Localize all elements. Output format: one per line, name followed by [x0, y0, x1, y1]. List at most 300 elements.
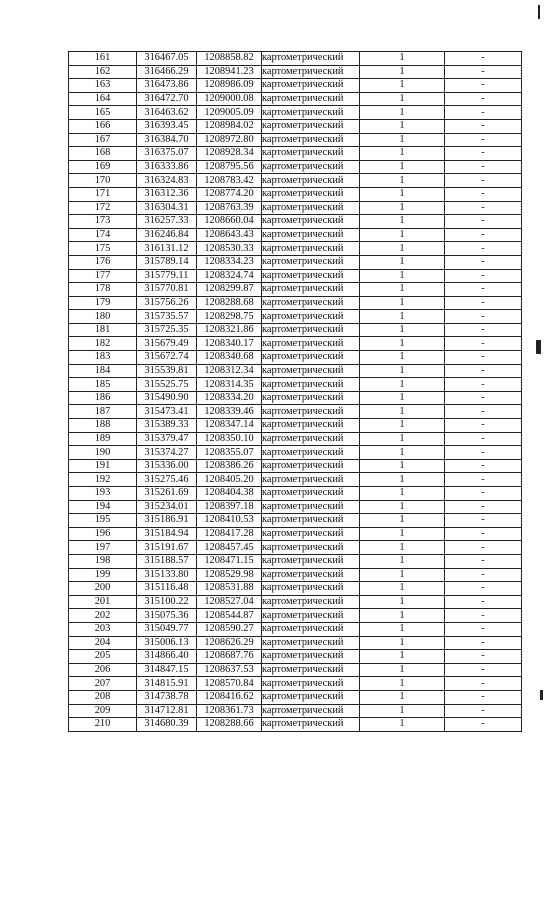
table-row [69, 119, 522, 133]
x-coordinate-cell: 315374.27 [137, 446, 197, 460]
method-cell: картометрический [262, 595, 360, 609]
method-cell: картометрический [262, 663, 360, 677]
note-cell: - [445, 487, 522, 501]
y-coordinate-cell: 1208928.34 [197, 147, 262, 161]
note-cell: - [445, 133, 522, 147]
method-cell: картометрический [262, 323, 360, 337]
table-row [69, 79, 522, 93]
x-coordinate-cell: 316131.12 [137, 242, 197, 256]
x-coordinate-cell: 315490.90 [137, 391, 197, 405]
table-row [69, 487, 522, 501]
method-cell: картометрический [262, 650, 360, 664]
method-cell: картометрический [262, 541, 360, 555]
x-coordinate-cell: 314815.91 [137, 677, 197, 691]
table-row [69, 378, 522, 392]
method-cell: картометрический [262, 364, 360, 378]
table-row [69, 296, 522, 310]
note-cell: - [445, 391, 522, 405]
method-cell: картометрический [262, 133, 360, 147]
y-coordinate-cell: 1208361.73 [197, 704, 262, 718]
method-cell: картометрический [262, 419, 360, 433]
y-coordinate-cell: 1208570.84 [197, 677, 262, 691]
y-coordinate-cell: 1208340.17 [197, 337, 262, 351]
note-cell: - [445, 119, 522, 133]
method-cell: картометрический [262, 677, 360, 691]
accuracy-cell: 1 [360, 568, 445, 582]
y-coordinate-cell: 1208941.23 [197, 65, 262, 79]
table-row [69, 514, 522, 528]
method-cell: картометрический [262, 310, 360, 324]
method-cell: картометрический [262, 65, 360, 79]
y-coordinate-cell: 1208350.10 [197, 432, 262, 446]
method-cell: картометрический [262, 378, 360, 392]
accuracy-cell: 1 [360, 419, 445, 433]
y-coordinate-cell: 1208288.66 [197, 718, 262, 732]
note-cell: - [445, 718, 522, 732]
note-cell: - [445, 595, 522, 609]
accuracy-cell: 1 [360, 283, 445, 297]
table-row [69, 527, 522, 541]
table-row [69, 160, 522, 174]
accuracy-cell: 1 [360, 201, 445, 215]
point-number-cell: 189 [69, 432, 137, 446]
x-coordinate-cell: 315184.94 [137, 527, 197, 541]
note-cell: - [445, 255, 522, 269]
accuracy-cell: 1 [360, 405, 445, 419]
accuracy-cell: 1 [360, 459, 445, 473]
point-number-cell: 196 [69, 527, 137, 541]
scan-edge-mark [536, 340, 541, 354]
y-coordinate-cell: 1208324.74 [197, 269, 262, 283]
method-cell: картометрический [262, 500, 360, 514]
table-row [69, 201, 522, 215]
y-coordinate-cell: 1208626.29 [197, 636, 262, 650]
method-cell: картометрический [262, 391, 360, 405]
x-coordinate-cell: 315525.75 [137, 378, 197, 392]
y-coordinate-cell: 1208298.75 [197, 310, 262, 324]
point-number-cell: 185 [69, 378, 137, 392]
table-row [69, 609, 522, 623]
point-number-cell: 187 [69, 405, 137, 419]
point-number-cell: 193 [69, 487, 137, 501]
y-coordinate-cell: 1208687.76 [197, 650, 262, 664]
y-coordinate-cell: 1208312.34 [197, 364, 262, 378]
x-coordinate-cell: 315389.33 [137, 419, 197, 433]
point-number-cell: 190 [69, 446, 137, 460]
note-cell: - [445, 554, 522, 568]
y-coordinate-cell: 1208972.80 [197, 133, 262, 147]
note-cell: - [445, 296, 522, 310]
method-cell: картометрический [262, 242, 360, 256]
point-number-cell: 163 [69, 79, 137, 93]
x-coordinate-cell: 315006.13 [137, 636, 197, 650]
x-coordinate-cell: 315049.77 [137, 622, 197, 636]
note-cell: - [445, 351, 522, 365]
y-coordinate-cell: 1208410.53 [197, 514, 262, 528]
point-number-cell: 175 [69, 242, 137, 256]
y-coordinate-cell: 1208984.02 [197, 119, 262, 133]
scan-edge-mark [540, 690, 543, 700]
note-cell: - [445, 500, 522, 514]
note-cell: - [445, 79, 522, 93]
point-number-cell: 201 [69, 595, 137, 609]
method-cell: картометрический [262, 636, 360, 650]
x-coordinate-cell: 314738.78 [137, 690, 197, 704]
method-cell: картометрический [262, 718, 360, 732]
x-coordinate-cell: 315188.57 [137, 554, 197, 568]
x-coordinate-cell: 315186.91 [137, 514, 197, 528]
table-row [69, 228, 522, 242]
method-cell: картометрический [262, 296, 360, 310]
point-number-cell: 177 [69, 269, 137, 283]
note-cell: - [445, 541, 522, 555]
note-cell: - [445, 609, 522, 623]
accuracy-cell: 1 [360, 160, 445, 174]
note-cell: - [445, 283, 522, 297]
point-number-cell: 199 [69, 568, 137, 582]
y-coordinate-cell: 1208299.87 [197, 283, 262, 297]
point-number-cell: 209 [69, 704, 137, 718]
accuracy-cell: 1 [360, 554, 445, 568]
table-row [69, 718, 522, 732]
point-number-cell: 194 [69, 500, 137, 514]
point-number-cell: 170 [69, 174, 137, 188]
accuracy-cell: 1 [360, 351, 445, 365]
x-coordinate-cell: 315473.41 [137, 405, 197, 419]
accuracy-cell: 1 [360, 242, 445, 256]
method-cell: картометрический [262, 609, 360, 623]
table-row [69, 595, 522, 609]
x-coordinate-cell: 315379.47 [137, 432, 197, 446]
accuracy-cell: 1 [360, 514, 445, 528]
method-cell: картометрический [262, 582, 360, 596]
table-row [69, 133, 522, 147]
x-coordinate-cell: 316375.07 [137, 147, 197, 161]
note-cell: - [445, 215, 522, 229]
method-cell: картометрический [262, 201, 360, 215]
accuracy-cell: 1 [360, 527, 445, 541]
x-coordinate-cell: 314712.81 [137, 704, 197, 718]
accuracy-cell: 1 [360, 296, 445, 310]
y-coordinate-cell: 1208417.28 [197, 527, 262, 541]
table-row [69, 677, 522, 691]
coordinates-table [68, 51, 522, 732]
x-coordinate-cell: 315770.81 [137, 283, 197, 297]
point-number-cell: 204 [69, 636, 137, 650]
x-coordinate-cell: 316473.86 [137, 79, 197, 93]
x-coordinate-cell: 315672.74 [137, 351, 197, 365]
point-number-cell: 169 [69, 160, 137, 174]
x-coordinate-cell: 316333.86 [137, 160, 197, 174]
table-row [69, 351, 522, 365]
y-coordinate-cell: 1208529.98 [197, 568, 262, 582]
accuracy-cell: 1 [360, 432, 445, 446]
accuracy-cell: 1 [360, 690, 445, 704]
table-row [69, 636, 522, 650]
x-coordinate-cell: 316472.70 [137, 92, 197, 106]
x-coordinate-cell: 315133.80 [137, 568, 197, 582]
table-row [69, 432, 522, 446]
y-coordinate-cell: 1209005.09 [197, 106, 262, 120]
note-cell: - [445, 514, 522, 528]
point-number-cell: 182 [69, 337, 137, 351]
x-coordinate-cell: 314866.40 [137, 650, 197, 664]
point-number-cell: 186 [69, 391, 137, 405]
method-cell: картометрический [262, 554, 360, 568]
y-coordinate-cell: 1208405.20 [197, 473, 262, 487]
note-cell: - [445, 527, 522, 541]
point-number-cell: 195 [69, 514, 137, 528]
accuracy-cell: 1 [360, 500, 445, 514]
y-coordinate-cell: 1208530.33 [197, 242, 262, 256]
note-cell: - [445, 187, 522, 201]
point-number-cell: 165 [69, 106, 137, 120]
y-coordinate-cell: 1208355.07 [197, 446, 262, 460]
note-cell: - [445, 147, 522, 161]
x-coordinate-cell: 315275.46 [137, 473, 197, 487]
method-cell: картометрический [262, 215, 360, 229]
accuracy-cell: 1 [360, 228, 445, 242]
y-coordinate-cell: 1208858.82 [197, 52, 262, 66]
accuracy-cell: 1 [360, 391, 445, 405]
accuracy-cell: 1 [360, 718, 445, 732]
note-cell: - [445, 269, 522, 283]
method-cell: картометрический [262, 704, 360, 718]
y-coordinate-cell: 1208457.45 [197, 541, 262, 555]
x-coordinate-cell: 315191.67 [137, 541, 197, 555]
method-cell: картометрический [262, 473, 360, 487]
accuracy-cell: 1 [360, 174, 445, 188]
table-row [69, 663, 522, 677]
table-row [69, 283, 522, 297]
x-coordinate-cell: 316312.36 [137, 187, 197, 201]
accuracy-cell: 1 [360, 310, 445, 324]
method-cell: картометрический [262, 269, 360, 283]
accuracy-cell: 1 [360, 378, 445, 392]
point-number-cell: 171 [69, 187, 137, 201]
method-cell: картометрический [262, 119, 360, 133]
method-cell: картометрический [262, 174, 360, 188]
note-cell: - [445, 228, 522, 242]
accuracy-cell: 1 [360, 187, 445, 201]
note-cell: - [445, 568, 522, 582]
point-number-cell: 200 [69, 582, 137, 596]
point-number-cell: 181 [69, 323, 137, 337]
accuracy-cell: 1 [360, 595, 445, 609]
point-number-cell: 180 [69, 310, 137, 324]
x-coordinate-cell: 316463.62 [137, 106, 197, 120]
accuracy-cell: 1 [360, 446, 445, 460]
note-cell: - [445, 636, 522, 650]
method-cell: картометрический [262, 52, 360, 66]
accuracy-cell: 1 [360, 364, 445, 378]
y-coordinate-cell: 1208404.38 [197, 487, 262, 501]
accuracy-cell: 1 [360, 582, 445, 596]
table-row [69, 622, 522, 636]
x-coordinate-cell: 315116.48 [137, 582, 197, 596]
method-cell: картометрический [262, 622, 360, 636]
table-row [69, 500, 522, 514]
method-cell: картометрический [262, 446, 360, 460]
y-coordinate-cell: 1208986.09 [197, 79, 262, 93]
accuracy-cell: 1 [360, 65, 445, 79]
accuracy-cell: 1 [360, 622, 445, 636]
note-cell: - [445, 201, 522, 215]
accuracy-cell: 1 [360, 119, 445, 133]
method-cell: картометрический [262, 351, 360, 365]
x-coordinate-cell: 315725.35 [137, 323, 197, 337]
table-row [69, 690, 522, 704]
y-coordinate-cell: 1208643.43 [197, 228, 262, 242]
accuracy-cell: 1 [360, 106, 445, 120]
method-cell: картометрический [262, 459, 360, 473]
y-coordinate-cell: 1208288.68 [197, 296, 262, 310]
method-cell: картометрический [262, 405, 360, 419]
table-row [69, 405, 522, 419]
method-cell: картометрический [262, 283, 360, 297]
point-number-cell: 176 [69, 255, 137, 269]
table-row [69, 446, 522, 460]
y-coordinate-cell: 1208347.14 [197, 419, 262, 433]
note-cell: - [445, 419, 522, 433]
note-cell: - [445, 582, 522, 596]
x-coordinate-cell: 315261.69 [137, 487, 197, 501]
method-cell: картометрический [262, 160, 360, 174]
table-row [69, 459, 522, 473]
point-number-cell: 203 [69, 622, 137, 636]
table-row [69, 310, 522, 324]
note-cell: - [445, 446, 522, 460]
accuracy-cell: 1 [360, 323, 445, 337]
note-cell: - [445, 405, 522, 419]
point-number-cell: 168 [69, 147, 137, 161]
method-cell: картометрический [262, 92, 360, 106]
table-row [69, 568, 522, 582]
table-row [69, 106, 522, 120]
note-cell: - [445, 690, 522, 704]
x-coordinate-cell: 315735.57 [137, 310, 197, 324]
x-coordinate-cell: 314847.15 [137, 663, 197, 677]
method-cell: картометрический [262, 514, 360, 528]
note-cell: - [445, 704, 522, 718]
accuracy-cell: 1 [360, 79, 445, 93]
table-row [69, 92, 522, 106]
x-coordinate-cell: 316324.83 [137, 174, 197, 188]
method-cell: картометрический [262, 255, 360, 269]
x-coordinate-cell: 316393.45 [137, 119, 197, 133]
table-row [69, 174, 522, 188]
note-cell: - [445, 323, 522, 337]
point-number-cell: 206 [69, 663, 137, 677]
y-coordinate-cell: 1208590.27 [197, 622, 262, 636]
table-row [69, 65, 522, 79]
x-coordinate-cell: 316257.33 [137, 215, 197, 229]
x-coordinate-cell: 315075.36 [137, 609, 197, 623]
y-coordinate-cell: 1208321.86 [197, 323, 262, 337]
accuracy-cell: 1 [360, 337, 445, 351]
point-number-cell: 208 [69, 690, 137, 704]
point-number-cell: 192 [69, 473, 137, 487]
point-number-cell: 174 [69, 228, 137, 242]
accuracy-cell: 1 [360, 133, 445, 147]
y-coordinate-cell: 1208314.35 [197, 378, 262, 392]
table-row [69, 391, 522, 405]
method-cell: картометрический [262, 187, 360, 201]
point-number-cell: 197 [69, 541, 137, 555]
method-cell: картометрический [262, 487, 360, 501]
point-number-cell: 179 [69, 296, 137, 310]
note-cell: - [445, 378, 522, 392]
point-number-cell: 210 [69, 718, 137, 732]
note-cell: - [445, 106, 522, 120]
y-coordinate-cell: 1209000.08 [197, 92, 262, 106]
note-cell: - [445, 92, 522, 106]
x-coordinate-cell: 315679.49 [137, 337, 197, 351]
note-cell: - [445, 160, 522, 174]
y-coordinate-cell: 1208339.46 [197, 405, 262, 419]
y-coordinate-cell: 1208637.53 [197, 663, 262, 677]
table-row [69, 187, 522, 201]
y-coordinate-cell: 1208531.88 [197, 582, 262, 596]
note-cell: - [445, 65, 522, 79]
x-coordinate-cell: 315756.26 [137, 296, 197, 310]
method-cell: картометрический [262, 106, 360, 120]
x-coordinate-cell: 315779.11 [137, 269, 197, 283]
accuracy-cell: 1 [360, 215, 445, 229]
x-coordinate-cell: 314680.39 [137, 718, 197, 732]
point-number-cell: 183 [69, 351, 137, 365]
scan-edge-mark [538, 5, 540, 19]
method-cell: картометрический [262, 432, 360, 446]
note-cell: - [445, 310, 522, 324]
table-row [69, 364, 522, 378]
note-cell: - [445, 242, 522, 256]
note-cell: - [445, 364, 522, 378]
note-cell: - [445, 52, 522, 66]
note-cell: - [445, 622, 522, 636]
method-cell: картометрический [262, 690, 360, 704]
accuracy-cell: 1 [360, 650, 445, 664]
point-number-cell: 162 [69, 65, 137, 79]
point-number-cell: 172 [69, 201, 137, 215]
y-coordinate-cell: 1208334.23 [197, 255, 262, 269]
x-coordinate-cell: 315234.01 [137, 500, 197, 514]
table-row [69, 704, 522, 718]
y-coordinate-cell: 1208774.20 [197, 187, 262, 201]
note-cell: - [445, 337, 522, 351]
accuracy-cell: 1 [360, 147, 445, 161]
point-number-cell: 198 [69, 554, 137, 568]
table-row [69, 52, 522, 66]
y-coordinate-cell: 1208334.20 [197, 391, 262, 405]
table-row [69, 242, 522, 256]
table-row [69, 215, 522, 229]
table-row [69, 554, 522, 568]
y-coordinate-cell: 1208527.04 [197, 595, 262, 609]
table-row [69, 323, 522, 337]
accuracy-cell: 1 [360, 473, 445, 487]
accuracy-cell: 1 [360, 541, 445, 555]
y-coordinate-cell: 1208471.15 [197, 554, 262, 568]
accuracy-cell: 1 [360, 52, 445, 66]
x-coordinate-cell: 316246.84 [137, 228, 197, 242]
note-cell: - [445, 650, 522, 664]
point-number-cell: 173 [69, 215, 137, 229]
method-cell: картометрический [262, 527, 360, 541]
y-coordinate-cell: 1208416.62 [197, 690, 262, 704]
point-number-cell: 164 [69, 92, 137, 106]
y-coordinate-cell: 1208795.56 [197, 160, 262, 174]
